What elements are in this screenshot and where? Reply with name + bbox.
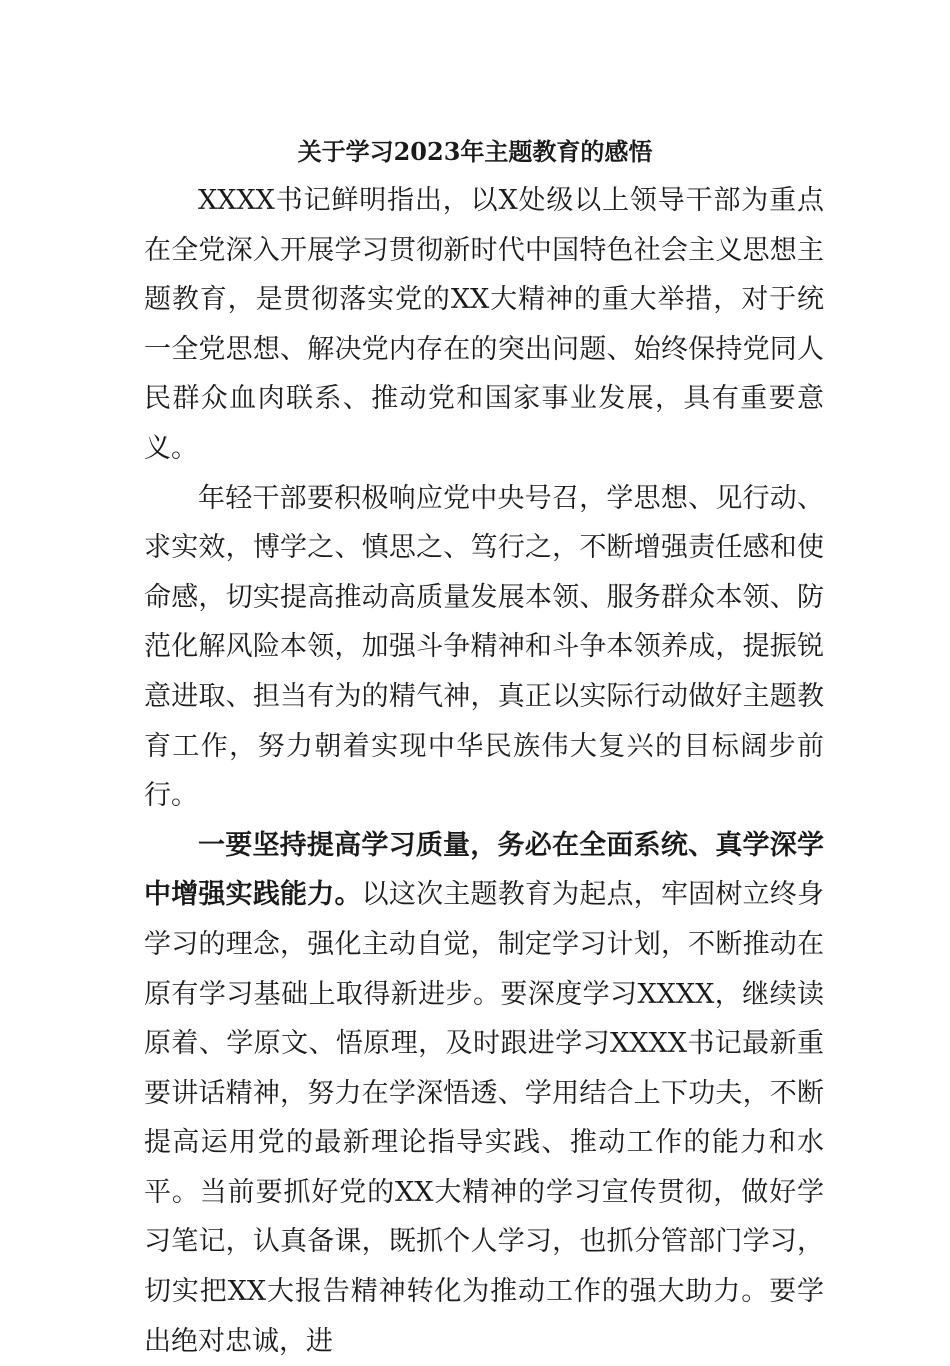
paragraph-text: 以这次主题教育为起点，牢固树立终身学习的理念，强化主动自觉，制定学习计划，不断推动在原有学习基础上取得新进步。要深度学习XXXX，继续读原着、学原文、悟原理，及时跟进学习XXXX书记最新重要讲话精神，努力在学深悟透、学用结合上下功夫，不断提高运用党的最新理论指导实践、推动工作的能力和水平。当前要抓好党的XX大精神的学习宣传贯彻，做好学习笔记，认真备课，既抓个人学习，也抓分管部门学习，切实把XX大报告精神转化为推动工作的强大助力。要学出绝对忠诚，进 [144, 879, 825, 1357]
paragraph-2 [144, 474, 824, 821]
paragraph-text: XXXX书记鲜明指出，以X处级以上领导干部为重点在全党深入开展学习贯彻新时代中国特色社会主义思想主题教育，是贯彻落实党的XX大精神的重大举措，对于统一全党思想、解决党内存在的突出问题、始终保持党同人民群众血肉联系、推动党和国家事业发展，具有重要意义。 [144, 185, 824, 464]
paragraph-text: 年轻干部要积极响应党中央号召，学思想、见行动、求实效，博学之、慎思之、笃行之，不断增强责任感和使命感，切实提高推动高质量发展本领、服务群众本领、防范化解风险本领，加强斗争精神和斗争本领养成，提振锐意进取、担当有为的精气神，真正以实际行动做好主题教育工作，努力朝着实现中华民族伟大复兴的目标阔步前行。 [144, 482, 824, 812]
document-body [144, 176, 824, 1366]
paragraph-3 [144, 821, 824, 1366]
paragraph-lead-heading: 一要坚持提高学习质量，务必在全面系统、真学深学中增强实践能力。 [144, 829, 824, 911]
paragraph-1 [144, 176, 824, 474]
document-title: 关于学习2023年主题教育的感悟 [297, 137, 653, 166]
